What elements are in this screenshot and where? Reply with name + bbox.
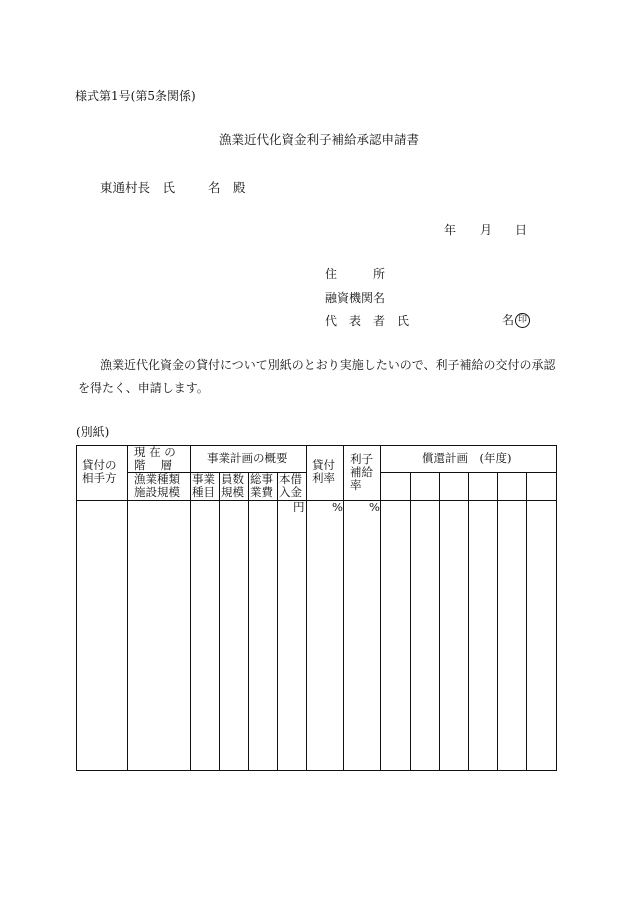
institution-label: 融資機関名 bbox=[325, 291, 386, 305]
header-business-plan: 事業計画の概要 bbox=[207, 451, 288, 465]
header-subsidy-rate: 利子 補給 率 bbox=[350, 452, 373, 492]
header-fishery-type: 漁業種類 施設規模 bbox=[134, 472, 180, 499]
addressee-name: 東通村長 氏 bbox=[100, 180, 176, 195]
header-plan-principal: 本借 入金 bbox=[279, 472, 302, 499]
date-month: 月 bbox=[480, 223, 493, 237]
name-suffix: 名 bbox=[502, 313, 515, 327]
representative-label: 代 表 者 氏 bbox=[325, 314, 410, 328]
address-label: 住 所 bbox=[325, 267, 386, 281]
seal-mark: 印 bbox=[515, 313, 530, 328]
unit-percent-subsidy: % bbox=[369, 500, 380, 514]
header-plan-total-cost: 総事 業費 bbox=[250, 472, 273, 499]
unit-yen: 円 bbox=[293, 500, 305, 514]
date-year: 年 bbox=[444, 223, 457, 237]
document-title: 漁業近代化資金利子補給承認申請書 bbox=[219, 132, 420, 147]
header-current-tier: 現 在 の 階 層 bbox=[134, 445, 176, 472]
form-number: 様式第1号(第5条関係) bbox=[75, 89, 196, 103]
date-day: 日 bbox=[515, 223, 528, 237]
attachment-label: (別紙) bbox=[76, 425, 110, 439]
header-plan-item: 事業 種目 bbox=[192, 472, 215, 499]
loan-plan-table bbox=[76, 445, 557, 771]
header-plan-scale: 員数 規模 bbox=[221, 472, 244, 499]
unit-percent-rate: % bbox=[332, 500, 343, 514]
addressee-suffix: 名 殿 bbox=[208, 180, 246, 195]
header-loan-rate: 貸付 利率 bbox=[312, 458, 335, 485]
header-repayment-plan: 償還計画 (年度) bbox=[422, 451, 512, 465]
body-text-line1: 漁業近代化資金の貸付について別紙のとおり実施したいので、利子補給の交付の承認 bbox=[100, 358, 556, 372]
body-text-line2: を得たく、申請します。 bbox=[78, 381, 209, 395]
representative-name-seal bbox=[502, 311, 530, 328]
header-borrower: 貸付の 相手方 bbox=[82, 458, 117, 485]
